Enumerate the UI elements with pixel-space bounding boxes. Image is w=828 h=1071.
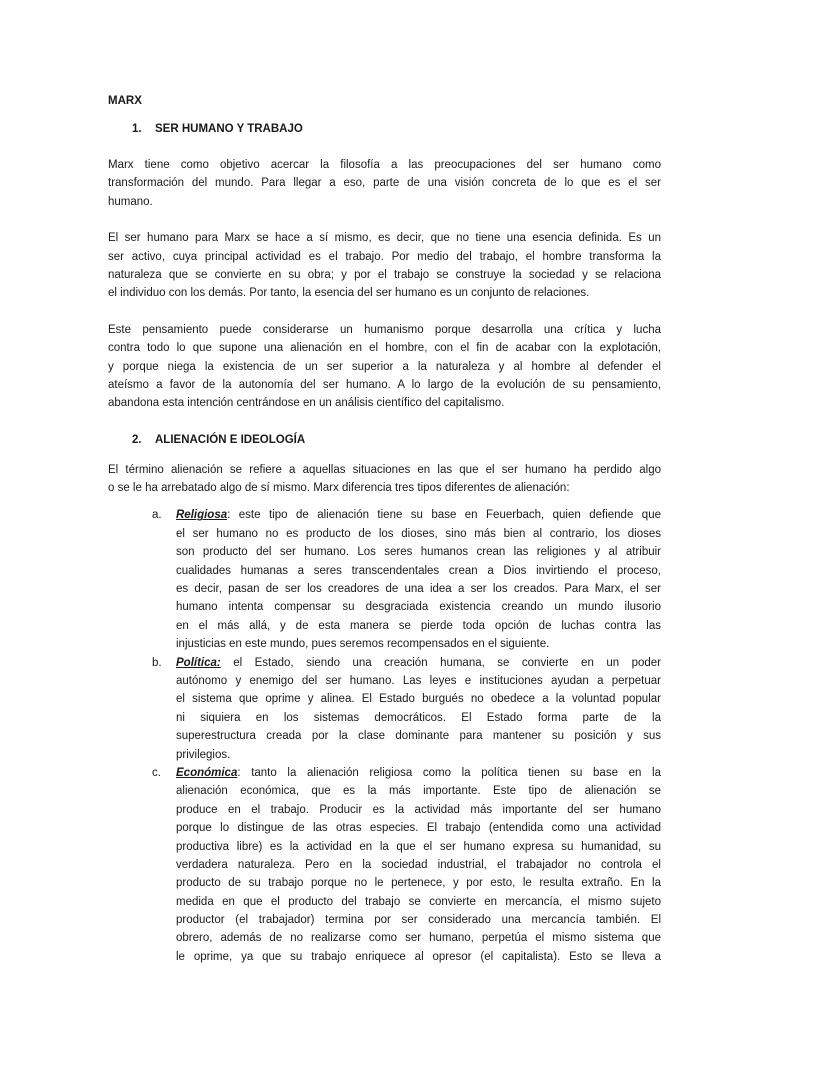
text-line: productiva libre) es la actividad en la que el ser humano expresa su humanidad, su [176, 840, 661, 853]
paragraph [108, 229, 661, 303]
text-run: el Estado, siendo una creación humana, se convierte en un poder [220, 656, 661, 669]
paragraph [108, 461, 661, 498]
text-line: El término alienación se refiere a aquellas situaciones en las que el ser humano ha perdido algo [108, 463, 661, 476]
text-line: o se le ha arrebatado algo de sí mismo. Marx diferencia tres tipos diferentes de alienación: [108, 482, 570, 495]
text-line: porque lo distingue de las otras especies. El trabajo (entendida como una actividad [176, 822, 661, 835]
section-number: 1. [132, 123, 142, 135]
paragraph [108, 321, 661, 413]
text-line: y porque niega la existencia de un ser superior a la naturaleza y al hombre al defender el [108, 360, 661, 373]
text-line: transformación del mundo. Para llegar a eso, parte de una visión concreta de lo que es el ser [108, 177, 661, 190]
section-1-heading [132, 120, 661, 138]
text-line: ser activo, cuya principal actividad es el trabajo. Por medio del trabajo, el hombre transforma la [108, 250, 661, 263]
list-item [152, 764, 661, 966]
section-number: 2. [132, 433, 142, 446]
text-line: superestructura creada por la clase dominante para mantener su posición y sus [176, 730, 661, 743]
section-2-body [108, 461, 661, 967]
document-page [108, 92, 661, 966]
text-line: naturaleza que se convierte en su obra; y por el trabajo se construye la sociedad y se relaciona [108, 268, 661, 281]
text-line: abandona esta intención centrándose en un análisis científico del capitalismo. [108, 397, 505, 410]
section-1-body [108, 156, 661, 413]
text-line: Este pensamiento puede considerarse un humanismo porque desarrolla una crítica y lucha [108, 323, 661, 336]
text-run: : tanto la alienación religiosa como la política tienen su base en la [237, 766, 661, 779]
text-line: injusticias en este mundo, pues seremos recompensados en el siguiente. [176, 638, 550, 651]
text-line: son producto del ser humano. Los seres humanos crean las religiones y al atribuir [176, 546, 661, 559]
text-run: : este tipo de alienación tiene su base en Feuerbach, quien defiende que [227, 509, 661, 522]
text-line: el individuo con los demás. Por tanto, la esencia del ser humano es un conjunto de relaciones. [108, 287, 590, 300]
text-line [176, 506, 661, 524]
text-line: Marx tiene como objetivo acercar la filosofía a las preocupaciones del ser humano como [108, 159, 661, 171]
list-marker: a. [152, 509, 162, 522]
section-title: SER HUMANO Y TRABAJO [155, 123, 303, 135]
paragraph [108, 156, 661, 211]
text-line: alienación económica, que es la más importante. Este tipo de alienación se [176, 785, 661, 798]
text-line: en el más allá, y de esta manera se pierde toda opción de luchas contra las [176, 619, 661, 632]
alienation-type-term: Política: [176, 656, 221, 669]
text-line: autónomo y enemigo del ser humano. Las leyes e instituciones ayudan a perpetuar [176, 674, 661, 687]
text-line: humano intenta compensar su desgraciada existencia creando un mundo ilusorio [176, 601, 661, 614]
list-item [152, 506, 661, 653]
text-line: le oprime, ya que su trabajo enriquece al opresor (el capitalista). Esto se lleva a [176, 950, 661, 963]
text-line: el ser humano no es producto de los dioses, sino más bien al contrario, los dioses [176, 527, 661, 540]
text-line: es decir, pasan de ser los creadores de una idea a ser los creados. Para Marx, el ser [176, 583, 661, 596]
text-line: humano. [108, 195, 153, 208]
text-line: el sistema que oprime y alinea. El Estado burgués no obedece a la voluntad popular [176, 693, 661, 706]
text-line: privilegios. [176, 748, 231, 761]
text-line: contra todo lo que supone una alienación en el hombre, con el fin de acabar con la explotación, [108, 342, 661, 355]
list-marker: b. [152, 656, 162, 669]
section-2-heading [132, 431, 661, 449]
text-line: productor (el trabajador) termina por ser considerado una mercancía también. El [176, 914, 661, 927]
text-line: ateísmo a favor de la autonomía del ser humano. A lo largo de la evolución de su pensamiento, [108, 378, 661, 391]
text-line: cualidades humanas a seres transcendentales crean a Dios invirtiendo el proceso, [176, 564, 661, 577]
list-item [152, 654, 661, 764]
text-line: ni siquiera en los sistemas democráticos. El Estado forma parte de la [176, 711, 661, 724]
text-line: medida en que el producto del trabajo se convierte en mercancía, el mismo sujeto [176, 895, 661, 908]
alienation-type-term: Económica [176, 766, 238, 779]
section-title: ALIENACIÓN E IDEOLOGÍA [155, 433, 306, 446]
text-line [176, 654, 661, 672]
text-line: El ser humano para Marx se hace a sí mismo, es decir, que no tiene una esencia definida. Es un [108, 232, 661, 245]
alienation-type-term: Religiosa [176, 509, 228, 522]
document-title: MARX [108, 95, 142, 107]
text-line: produce en el trabajo. Producir es la actividad más importante del ser humano [176, 803, 661, 816]
text-line [176, 764, 661, 782]
text-line: obrero, además de no realizarse como ser humano, perpetúa el mismo sistema que [176, 932, 661, 945]
text-line: verdadera naturaleza. Pero en la sociedad industrial, el trabajador no controla el [176, 858, 661, 871]
text-line: producto de su trabajo porque no le pertenece, y por esto, le resulta extraño. En la [176, 877, 661, 890]
list-marker: c. [152, 766, 161, 779]
